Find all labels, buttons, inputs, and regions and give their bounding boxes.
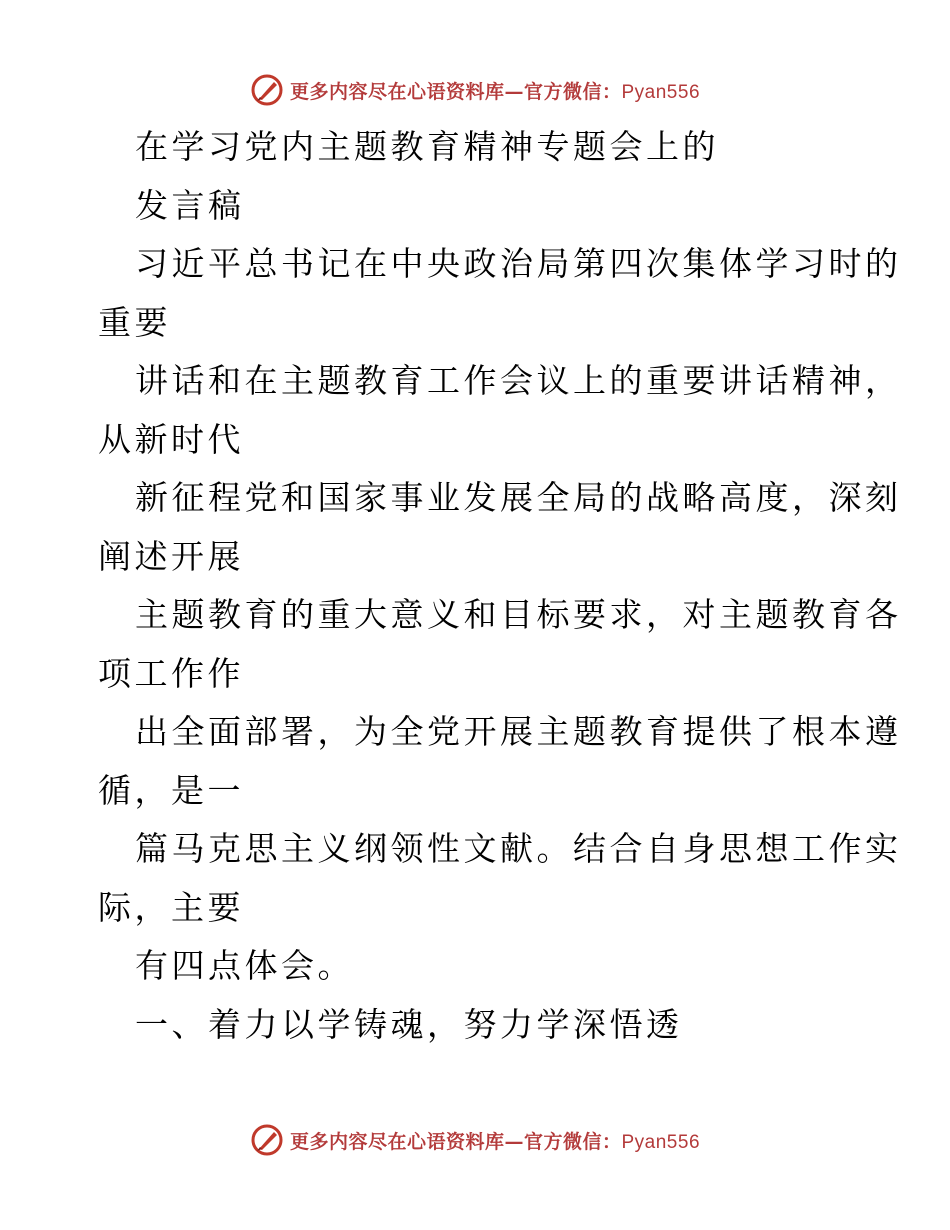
document-body [98,118,902,1054]
document-title-line-2: 发言稿 [135,185,245,225]
wechat-id: Pyan556 [621,1131,701,1153]
text-line: 际，主要 [98,887,244,927]
text-line: 重要 [98,302,171,342]
watermark-text: 更多内容尽在心语资料库—官方微信：Pyan556 [289,80,701,103]
text-line: 主题教育的重大意义和目标要求，对主题教育各 [135,595,902,634]
footer-watermark [0,1120,950,1160]
section-heading: 一、着力以学铸魂，努力学深悟透 [135,1004,683,1044]
text-line: 新征程党和国家事业发展全局的战略高度，深刻 [135,478,902,517]
quill-pen-logo-icon [250,73,284,107]
text-line: 项工作作 [98,653,244,693]
header-watermark [0,70,950,110]
text-line: 讲话和在主题教育工作会议上的重要讲话精神， [135,361,902,400]
text-line: 阐述开展 [98,536,244,576]
text-line: 习近平总书记在中央政治局第四次集体学习时的 [135,244,902,283]
text-line: 有四点体会。 [135,946,354,985]
text-line: 循，是一 [98,770,244,810]
document-title-line-1: 在学习党内主题教育精神专题会上的 [135,127,719,166]
text-line: 出全面部署，为全党开展主题教育提供了根本遵 [135,712,902,751]
text-line: 篇马克思主义纲领性文献。结合自身思想工作实 [135,829,902,868]
quill-pen-logo-icon [250,1123,284,1157]
watermark-text: 更多内容尽在心语资料库—官方微信：Pyan556 [289,1130,701,1153]
text-line: 从新时代 [98,419,244,459]
wechat-id: Pyan556 [621,81,701,103]
